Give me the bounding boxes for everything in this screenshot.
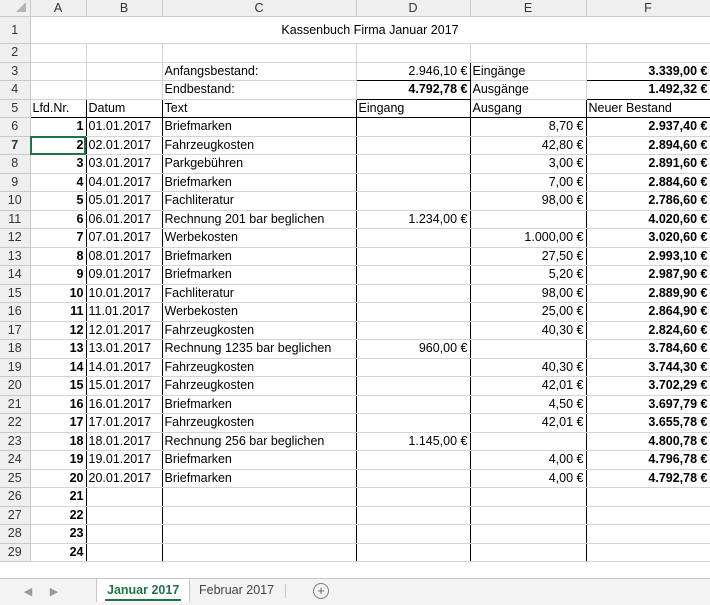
row-header[interactable]: 7 (0, 136, 30, 155)
anfangsbestand-value[interactable]: 2.946,10 € (356, 62, 470, 81)
row-header[interactable]: 21 (0, 395, 30, 414)
lfd-nr-cell[interactable]: 1 (30, 118, 86, 137)
eingaenge-label[interactable]: Eingänge (470, 62, 586, 81)
eingang-cell[interactable]: 960,00 € (356, 340, 470, 359)
neuer-bestand-cell[interactable]: 2.884,60 € (586, 173, 710, 192)
cell[interactable] (586, 543, 710, 562)
lfd-nr-cell[interactable]: 10 (30, 284, 86, 303)
header-neuer-bestand[interactable]: Neuer Bestand (586, 99, 710, 118)
table-row (0, 173, 710, 192)
table-row (0, 377, 710, 396)
row-3 (0, 62, 710, 81)
row-header[interactable]: 15 (0, 284, 30, 303)
cell[interactable] (30, 62, 86, 81)
neuer-bestand-cell[interactable]: 4.792,78 € (586, 469, 710, 488)
datum-cell[interactable]: 05.01.2017 (86, 192, 162, 211)
cell[interactable] (86, 543, 162, 562)
cell[interactable] (586, 44, 710, 63)
sheet-title[interactable]: Kassenbuch Firma Januar 2017 (30, 17, 710, 44)
eingang-cell[interactable] (356, 173, 470, 192)
datum-cell[interactable]: 16.01.2017 (86, 395, 162, 414)
neuer-bestand-cell[interactable]: 2.864,90 € (586, 303, 710, 322)
lfd-nr-cell[interactable]: 13 (30, 340, 86, 359)
lfd-nr-cell[interactable]: 7 (30, 229, 86, 248)
row-header[interactable]: 13 (0, 247, 30, 266)
column-header-e[interactable]: E (470, 0, 586, 17)
datum-cell[interactable]: 12.01.2017 (86, 321, 162, 340)
datum-cell[interactable]: 19.01.2017 (86, 451, 162, 470)
lfd-nr-cell[interactable]: 18 (30, 432, 86, 451)
row-header[interactable]: 14 (0, 266, 30, 285)
cell[interactable] (586, 525, 710, 544)
cell[interactable] (86, 506, 162, 525)
neuer-bestand-cell[interactable]: 3.655,78 € (586, 414, 710, 433)
cell[interactable] (470, 506, 586, 525)
add-sheet-icon[interactable]: + (313, 583, 329, 599)
column-header-d[interactable]: D (356, 0, 470, 17)
cell[interactable] (86, 488, 162, 507)
cell[interactable] (30, 44, 86, 63)
text-cell[interactable]: Fahrzeugkosten (162, 136, 356, 155)
eingaenge-value[interactable]: 3.339,00 € (586, 62, 710, 81)
neuer-bestand-cell[interactable]: 3.702,29 € (586, 377, 710, 396)
eingang-cell[interactable]: 1.145,00 € (356, 432, 470, 451)
table-row (0, 192, 710, 211)
cell[interactable] (162, 525, 356, 544)
datum-cell[interactable]: 09.01.2017 (86, 266, 162, 285)
table-row (0, 136, 710, 155)
eingang-cell[interactable] (356, 469, 470, 488)
lfd-nr-cell[interactable]: 11 (30, 303, 86, 322)
lfd-nr-cell[interactable]: 4 (30, 173, 86, 192)
eingang-cell[interactable] (356, 118, 470, 137)
column-header-f[interactable]: F (586, 0, 710, 17)
text-cell[interactable]: Fahrzeugkosten (162, 414, 356, 433)
eingang-cell[interactable] (356, 358, 470, 377)
table-row (0, 432, 710, 451)
cell[interactable] (470, 525, 586, 544)
ausgang-cell[interactable] (470, 340, 586, 359)
eingang-cell[interactable] (356, 284, 470, 303)
row-header[interactable]: 19 (0, 358, 30, 377)
lfd-nr-cell[interactable]: 6 (30, 210, 86, 229)
row-header[interactable]: 16 (0, 303, 30, 322)
table-row (0, 321, 710, 340)
datum-cell[interactable]: 15.01.2017 (86, 377, 162, 396)
eingang-cell[interactable] (356, 321, 470, 340)
datum-cell[interactable]: 18.01.2017 (86, 432, 162, 451)
cell[interactable] (586, 506, 710, 525)
lfd-nr-cell[interactable]: 19 (30, 451, 86, 470)
eingang-cell[interactable] (356, 395, 470, 414)
eingang-cell[interactable] (356, 303, 470, 322)
table-row (0, 118, 710, 137)
lfd-nr-cell[interactable]: 23 (30, 525, 86, 544)
neuer-bestand-cell[interactable]: 2.889,90 € (586, 284, 710, 303)
datum-cell[interactable]: 20.01.2017 (86, 469, 162, 488)
cell[interactable] (470, 44, 586, 63)
row-header[interactable]: 1 (0, 17, 30, 44)
text-cell[interactable]: Werbekosten (162, 229, 356, 248)
ausgang-cell[interactable] (470, 432, 586, 451)
table-row (0, 395, 710, 414)
row-header[interactable]: 4 (0, 81, 30, 100)
text-cell[interactable]: Fahrzeugkosten (162, 321, 356, 340)
cell[interactable] (86, 81, 162, 100)
text-cell[interactable]: Briefmarken (162, 247, 356, 266)
neuer-bestand-cell[interactable]: 3.697,79 € (586, 395, 710, 414)
cell[interactable] (86, 44, 162, 63)
text-cell[interactable]: Briefmarken (162, 266, 356, 285)
table-row-empty (0, 543, 710, 562)
datum-cell[interactable]: 10.01.2017 (86, 284, 162, 303)
lfd-nr-cell[interactable]: 2 (30, 136, 86, 155)
lfd-nr-cell[interactable]: 15 (30, 377, 86, 396)
row-5-headers (0, 99, 710, 118)
ausgang-cell[interactable]: 4,00 € (470, 469, 586, 488)
endbestand-value[interactable]: 4.792,78 € (356, 81, 470, 100)
header-lfd-nr[interactable]: Lfd.Nr. (30, 99, 86, 118)
neuer-bestand-cell[interactable]: 2.937,40 € (586, 118, 710, 137)
column-header-c[interactable]: C (162, 0, 356, 17)
text-cell[interactable]: Rechnung 1235 bar beglichen (162, 340, 356, 359)
row-header[interactable]: 9 (0, 173, 30, 192)
table-row (0, 358, 710, 377)
table-row (0, 210, 710, 229)
column-header-row (0, 0, 710, 17)
row-header[interactable]: 25 (0, 469, 30, 488)
row-header[interactable]: 28 (0, 525, 30, 544)
lfd-nr-cell[interactable]: 3 (30, 155, 86, 174)
next-sheet-icon[interactable]: ▶ (49, 586, 59, 598)
cell[interactable] (162, 44, 356, 63)
neuer-bestand-cell[interactable]: 3.784,60 € (586, 340, 710, 359)
row-header[interactable]: 17 (0, 321, 30, 340)
text-cell[interactable]: Briefmarken (162, 451, 356, 470)
datum-cell[interactable]: 06.01.2017 (86, 210, 162, 229)
neuer-bestand-cell[interactable]: 2.891,60 € (586, 155, 710, 174)
row-header[interactable]: 23 (0, 432, 30, 451)
text-cell[interactable]: Briefmarken (162, 395, 356, 414)
text-cell[interactable]: Parkgebühren (162, 155, 356, 174)
table-row (0, 469, 710, 488)
ausgang-cell[interactable]: 4,50 € (470, 395, 586, 414)
eingang-cell[interactable]: 1.234,00 € (356, 210, 470, 229)
select-all-corner[interactable] (0, 0, 30, 17)
eingang-cell[interactable] (356, 414, 470, 433)
text-cell[interactable]: Rechnung 256 bar beglichen (162, 432, 356, 451)
ausgang-cell[interactable]: 42,01 € (470, 377, 586, 396)
eingang-cell[interactable] (356, 229, 470, 248)
text-cell[interactable]: Rechnung 201 bar beglichen (162, 210, 356, 229)
row-header[interactable]: 3 (0, 62, 30, 81)
text-cell[interactable]: Fahrzeugkosten (162, 358, 356, 377)
lfd-nr-cell[interactable]: 22 (30, 506, 86, 525)
row-header[interactable]: 6 (0, 118, 30, 137)
neuer-bestand-cell[interactable]: 2.786,60 € (586, 192, 710, 211)
ausgang-cell[interactable]: 1.000,00 € (470, 229, 586, 248)
row-2 (0, 44, 710, 63)
cell[interactable] (356, 543, 470, 562)
lfd-nr-cell[interactable]: 9 (30, 266, 86, 285)
header-text[interactable]: Text (162, 99, 356, 118)
row-header[interactable]: 2 (0, 44, 30, 63)
datum-cell[interactable]: 07.01.2017 (86, 229, 162, 248)
datum-cell[interactable]: 01.01.2017 (86, 118, 162, 137)
ausgang-cell[interactable]: 3,00 € (470, 155, 586, 174)
row-header[interactable]: 24 (0, 451, 30, 470)
neuer-bestand-cell[interactable]: 3.020,60 € (586, 229, 710, 248)
row-header[interactable]: 18 (0, 340, 30, 359)
lfd-nr-cell[interactable]: 21 (30, 488, 86, 507)
ausgaenge-label[interactable]: Ausgänge (470, 81, 586, 100)
text-cell[interactable]: Briefmarken (162, 173, 356, 192)
table-row (0, 247, 710, 266)
row-header[interactable]: 22 (0, 414, 30, 433)
text-cell[interactable]: Fachliteratur (162, 192, 356, 211)
tab-februar-2017[interactable]: Februar 2017 (199, 583, 275, 597)
ausgang-cell[interactable]: 98,00 € (470, 284, 586, 303)
sheet-tab-bar (0, 578, 710, 605)
datum-cell[interactable]: 04.01.2017 (86, 173, 162, 192)
row-header[interactable]: 5 (0, 99, 30, 118)
datum-cell[interactable]: 11.01.2017 (86, 303, 162, 322)
cell[interactable] (162, 543, 356, 562)
cell[interactable] (86, 525, 162, 544)
table-row (0, 284, 710, 303)
anfangsbestand-label[interactable]: Anfangsbestand: (162, 62, 356, 81)
row-header[interactable]: 8 (0, 155, 30, 174)
ausgaenge-value[interactable]: 1.492,32 € (586, 81, 710, 100)
datum-cell[interactable]: 08.01.2017 (86, 247, 162, 266)
lfd-nr-cell[interactable]: 5 (30, 192, 86, 211)
column-header-a[interactable]: A (30, 0, 86, 17)
eingang-cell[interactable] (356, 266, 470, 285)
text-cell[interactable]: Briefmarken (162, 118, 356, 137)
lfd-nr-cell[interactable]: 24 (30, 543, 86, 562)
ausgang-cell[interactable]: 40,30 € (470, 358, 586, 377)
table-row (0, 340, 710, 359)
cell[interactable] (162, 488, 356, 507)
row-header[interactable]: 10 (0, 192, 30, 211)
text-cell[interactable]: Briefmarken (162, 469, 356, 488)
lfd-nr-cell[interactable]: 17 (30, 414, 86, 433)
table-row-empty (0, 525, 710, 544)
datum-cell[interactable]: 14.01.2017 (86, 358, 162, 377)
row-4 (0, 81, 710, 100)
neuer-bestand-cell[interactable]: 2.993,10 € (586, 247, 710, 266)
neuer-bestand-cell[interactable]: 4.020,60 € (586, 210, 710, 229)
row-header[interactable]: 26 (0, 488, 30, 507)
ausgang-cell[interactable]: 8,70 € (470, 118, 586, 137)
endbestand-label[interactable]: Endbestand: (162, 81, 356, 100)
neuer-bestand-cell[interactable]: 2.894,60 € (586, 136, 710, 155)
row-1 (0, 17, 710, 44)
cell[interactable] (586, 488, 710, 507)
lfd-nr-cell[interactable]: 20 (30, 469, 86, 488)
text-cell[interactable]: Fachliteratur (162, 284, 356, 303)
cell[interactable] (356, 44, 470, 63)
eingang-cell[interactable] (356, 247, 470, 266)
table-row-empty (0, 506, 710, 525)
prev-sheet-icon[interactable]: ◀ (23, 586, 33, 598)
ausgang-cell[interactable] (470, 210, 586, 229)
cell[interactable] (356, 525, 470, 544)
cell[interactable] (356, 506, 470, 525)
ausgang-cell[interactable]: 27,50 € (470, 247, 586, 266)
row-header[interactable]: 12 (0, 229, 30, 248)
cell[interactable] (356, 488, 470, 507)
cell[interactable] (86, 62, 162, 81)
header-datum[interactable]: Datum (86, 99, 162, 118)
tab-januar-2017[interactable]: Januar 2017 (96, 579, 190, 602)
row-header[interactable]: 29 (0, 543, 30, 562)
eingang-cell[interactable] (356, 192, 470, 211)
table-row-empty (0, 488, 710, 507)
ausgang-cell[interactable]: 25,00 € (470, 303, 586, 322)
cell[interactable] (470, 488, 586, 507)
text-cell[interactable]: Fahrzeugkosten (162, 377, 356, 396)
tab-separator (285, 584, 286, 598)
text-cell[interactable]: Werbekosten (162, 303, 356, 322)
table-row (0, 414, 710, 433)
neuer-bestand-cell[interactable]: 2.824,60 € (586, 321, 710, 340)
neuer-bestand-cell[interactable]: 4.796,78 € (586, 451, 710, 470)
cell[interactable] (470, 543, 586, 562)
lfd-nr-cell[interactable]: 14 (30, 358, 86, 377)
neuer-bestand-cell[interactable]: 4.800,78 € (586, 432, 710, 451)
lfd-nr-cell[interactable]: 12 (30, 321, 86, 340)
row-header[interactable]: 20 (0, 377, 30, 396)
datum-cell[interactable]: 03.01.2017 (86, 155, 162, 174)
table-row (0, 155, 710, 174)
neuer-bestand-cell[interactable]: 2.987,90 € (586, 266, 710, 285)
table-row (0, 451, 710, 470)
eingang-cell[interactable] (356, 155, 470, 174)
row-header[interactable]: 27 (0, 506, 30, 525)
lfd-nr-cell[interactable]: 8 (30, 247, 86, 266)
cell[interactable] (162, 506, 356, 525)
ausgang-cell[interactable]: 4,00 € (470, 451, 586, 470)
header-ausgang[interactable]: Ausgang (470, 99, 586, 118)
ausgang-cell[interactable]: 5,20 € (470, 266, 586, 285)
eingang-cell[interactable] (356, 451, 470, 470)
table-row (0, 229, 710, 248)
table-row (0, 303, 710, 322)
neuer-bestand-cell[interactable]: 3.744,30 € (586, 358, 710, 377)
datum-cell[interactable]: 02.01.2017 (86, 136, 162, 155)
cell[interactable] (30, 81, 86, 100)
lfd-nr-cell[interactable]: 16 (30, 395, 86, 414)
ausgang-cell[interactable]: 40,30 € (470, 321, 586, 340)
datum-cell[interactable]: 13.01.2017 (86, 340, 162, 359)
ausgang-cell[interactable]: 98,00 € (470, 192, 586, 211)
header-eingang[interactable]: Eingang (356, 99, 470, 118)
ausgang-cell[interactable]: 7,00 € (470, 173, 586, 192)
datum-cell[interactable]: 17.01.2017 (86, 414, 162, 433)
table-row (0, 266, 710, 285)
eingang-cell[interactable] (356, 377, 470, 396)
ausgang-cell[interactable]: 42,01 € (470, 414, 586, 433)
row-header[interactable]: 11 (0, 210, 30, 229)
ausgang-cell[interactable]: 42,80 € (470, 136, 586, 155)
eingang-cell[interactable] (356, 136, 470, 155)
column-header-b[interactable]: B (86, 0, 162, 17)
